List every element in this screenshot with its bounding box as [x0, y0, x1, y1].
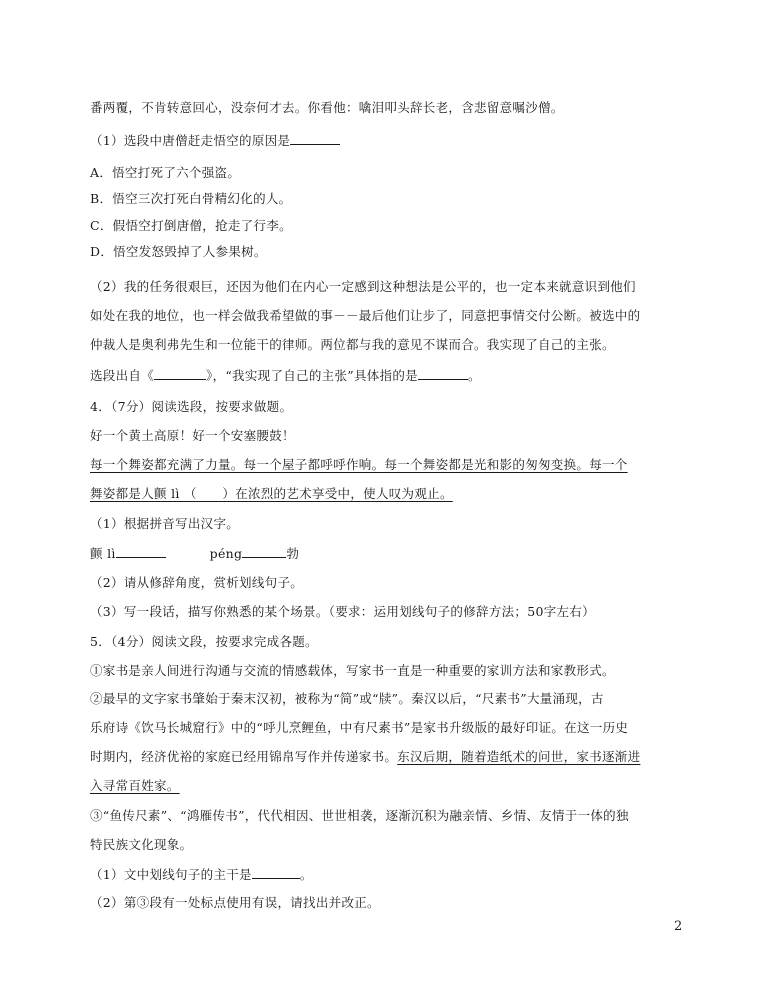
text-line: 如处在我的地位，也一样会做我希望做的事－－最后他们让步了，同意把事情交付公断。被选中的: [90, 308, 641, 323]
page-number: 2: [674, 919, 683, 934]
underlined-sentence: 舞姿都是人颤 lì （ ）在浓烈的艺术享受中，使人叹为观止。: [90, 486, 453, 501]
question-5-heading: 5．（4分）阅读文段，按要求完成各题。: [90, 634, 318, 649]
answer-blank: [252, 866, 300, 879]
text-line: 好一个黄土高原！好一个安塞腰鼓！: [90, 428, 295, 443]
paragraph-3: ③“鱼传尺素”、“鸿雁传书”，代代相因、世世相袭，逐渐沉积为融亲情、乡情、友情于一体的独: [90, 808, 629, 823]
option-b: B．悟空三次打死白骨精幻化的人。: [90, 191, 292, 206]
option-a: A．悟空打死了六个强盗。: [90, 165, 241, 180]
option-d: D．悟空发怒毁掉了人参果树。: [90, 244, 267, 259]
question-5-1: （1）文中划线句子的主干是 。: [90, 867, 313, 882]
question-4-2: （2）请从修辞角度，赏析划线句子。: [90, 575, 304, 590]
question-5-2: （2）第③段有一处标点使用有误，请找出并改正。: [90, 895, 380, 910]
question-3-2-passage: （2）我的任务很艰巨，还因为他们在内心一定感到这种想法是公平的，也一定本来就意识到他们: [90, 279, 636, 294]
answer-blank: [242, 545, 286, 558]
underlined-sentence: 东汉后期，随着造纸术的问世，家书逐渐进: [397, 749, 641, 764]
question-3-2: 选段出自《 》，“我实现了自己的主张”具体指的是 。: [90, 368, 481, 383]
answer-blank: [290, 132, 340, 145]
text-line: 时期内，经济优裕的家庭已经用锦帛写作并传递家书。东汉后期，随着造纸术的问世，家书逐渐进: [90, 749, 641, 764]
paragraph-2: ②最早的文字家书肇始于秦末汉初，被称为“简”或“牍”。秦汉以后，“尺素书”大量涌现，古: [90, 691, 604, 706]
question-4-1: （1）根据拼音写出汉字。: [90, 516, 240, 531]
text-line: 乐府诗《饮马长城窟行》中的“呼儿烹鲤鱼，中有尺素书”是家书升级版的最好印证。在这一历史: [90, 720, 629, 735]
paragraph-1: ①家书是亲人间进行沟通与交流的情感载体，写家书一直是一种重要的家训方法和家教形式。: [90, 663, 615, 678]
underlined-sentence: 每一个舞姿都充满了力量。每一个屋子都呼呼作响。每一个舞姿都是光和影的匆匆变换。每一个: [90, 457, 628, 472]
answer-blank: [418, 367, 468, 380]
option-c: C．假悟空打倒唐僧，抢走了行李。: [90, 218, 292, 233]
text-line: 仲裁人是奥利弗先生和一位能干的律师。两位都与我的意见不谋而合。我实现了自己的主张。: [90, 337, 615, 352]
answer-blank: [116, 545, 166, 558]
pinyin-blanks: 颤 lì péng 勃: [90, 546, 300, 561]
question-4-heading: 4．（7分）阅读选段，按要求做题。: [90, 399, 293, 414]
underlined-sentence: 入寻常百姓家。: [90, 778, 180, 793]
question-3-1: （1）选段中唐僧赶走悟空的原因是: [90, 132, 340, 150]
answer-blank: [154, 367, 206, 380]
question-4-3: （3）写一段话，描写你熟悉的某个场景。（要求：运用划线句子的修辞方法；50字左右）: [90, 604, 595, 619]
text-line: 番两覆，不肯转意回心，没奈何才去。你看他：噙泪叩头辞长老，含悲留意嘱沙僧。: [90, 100, 564, 115]
text-line: 特民族文化现象。: [90, 837, 193, 852]
